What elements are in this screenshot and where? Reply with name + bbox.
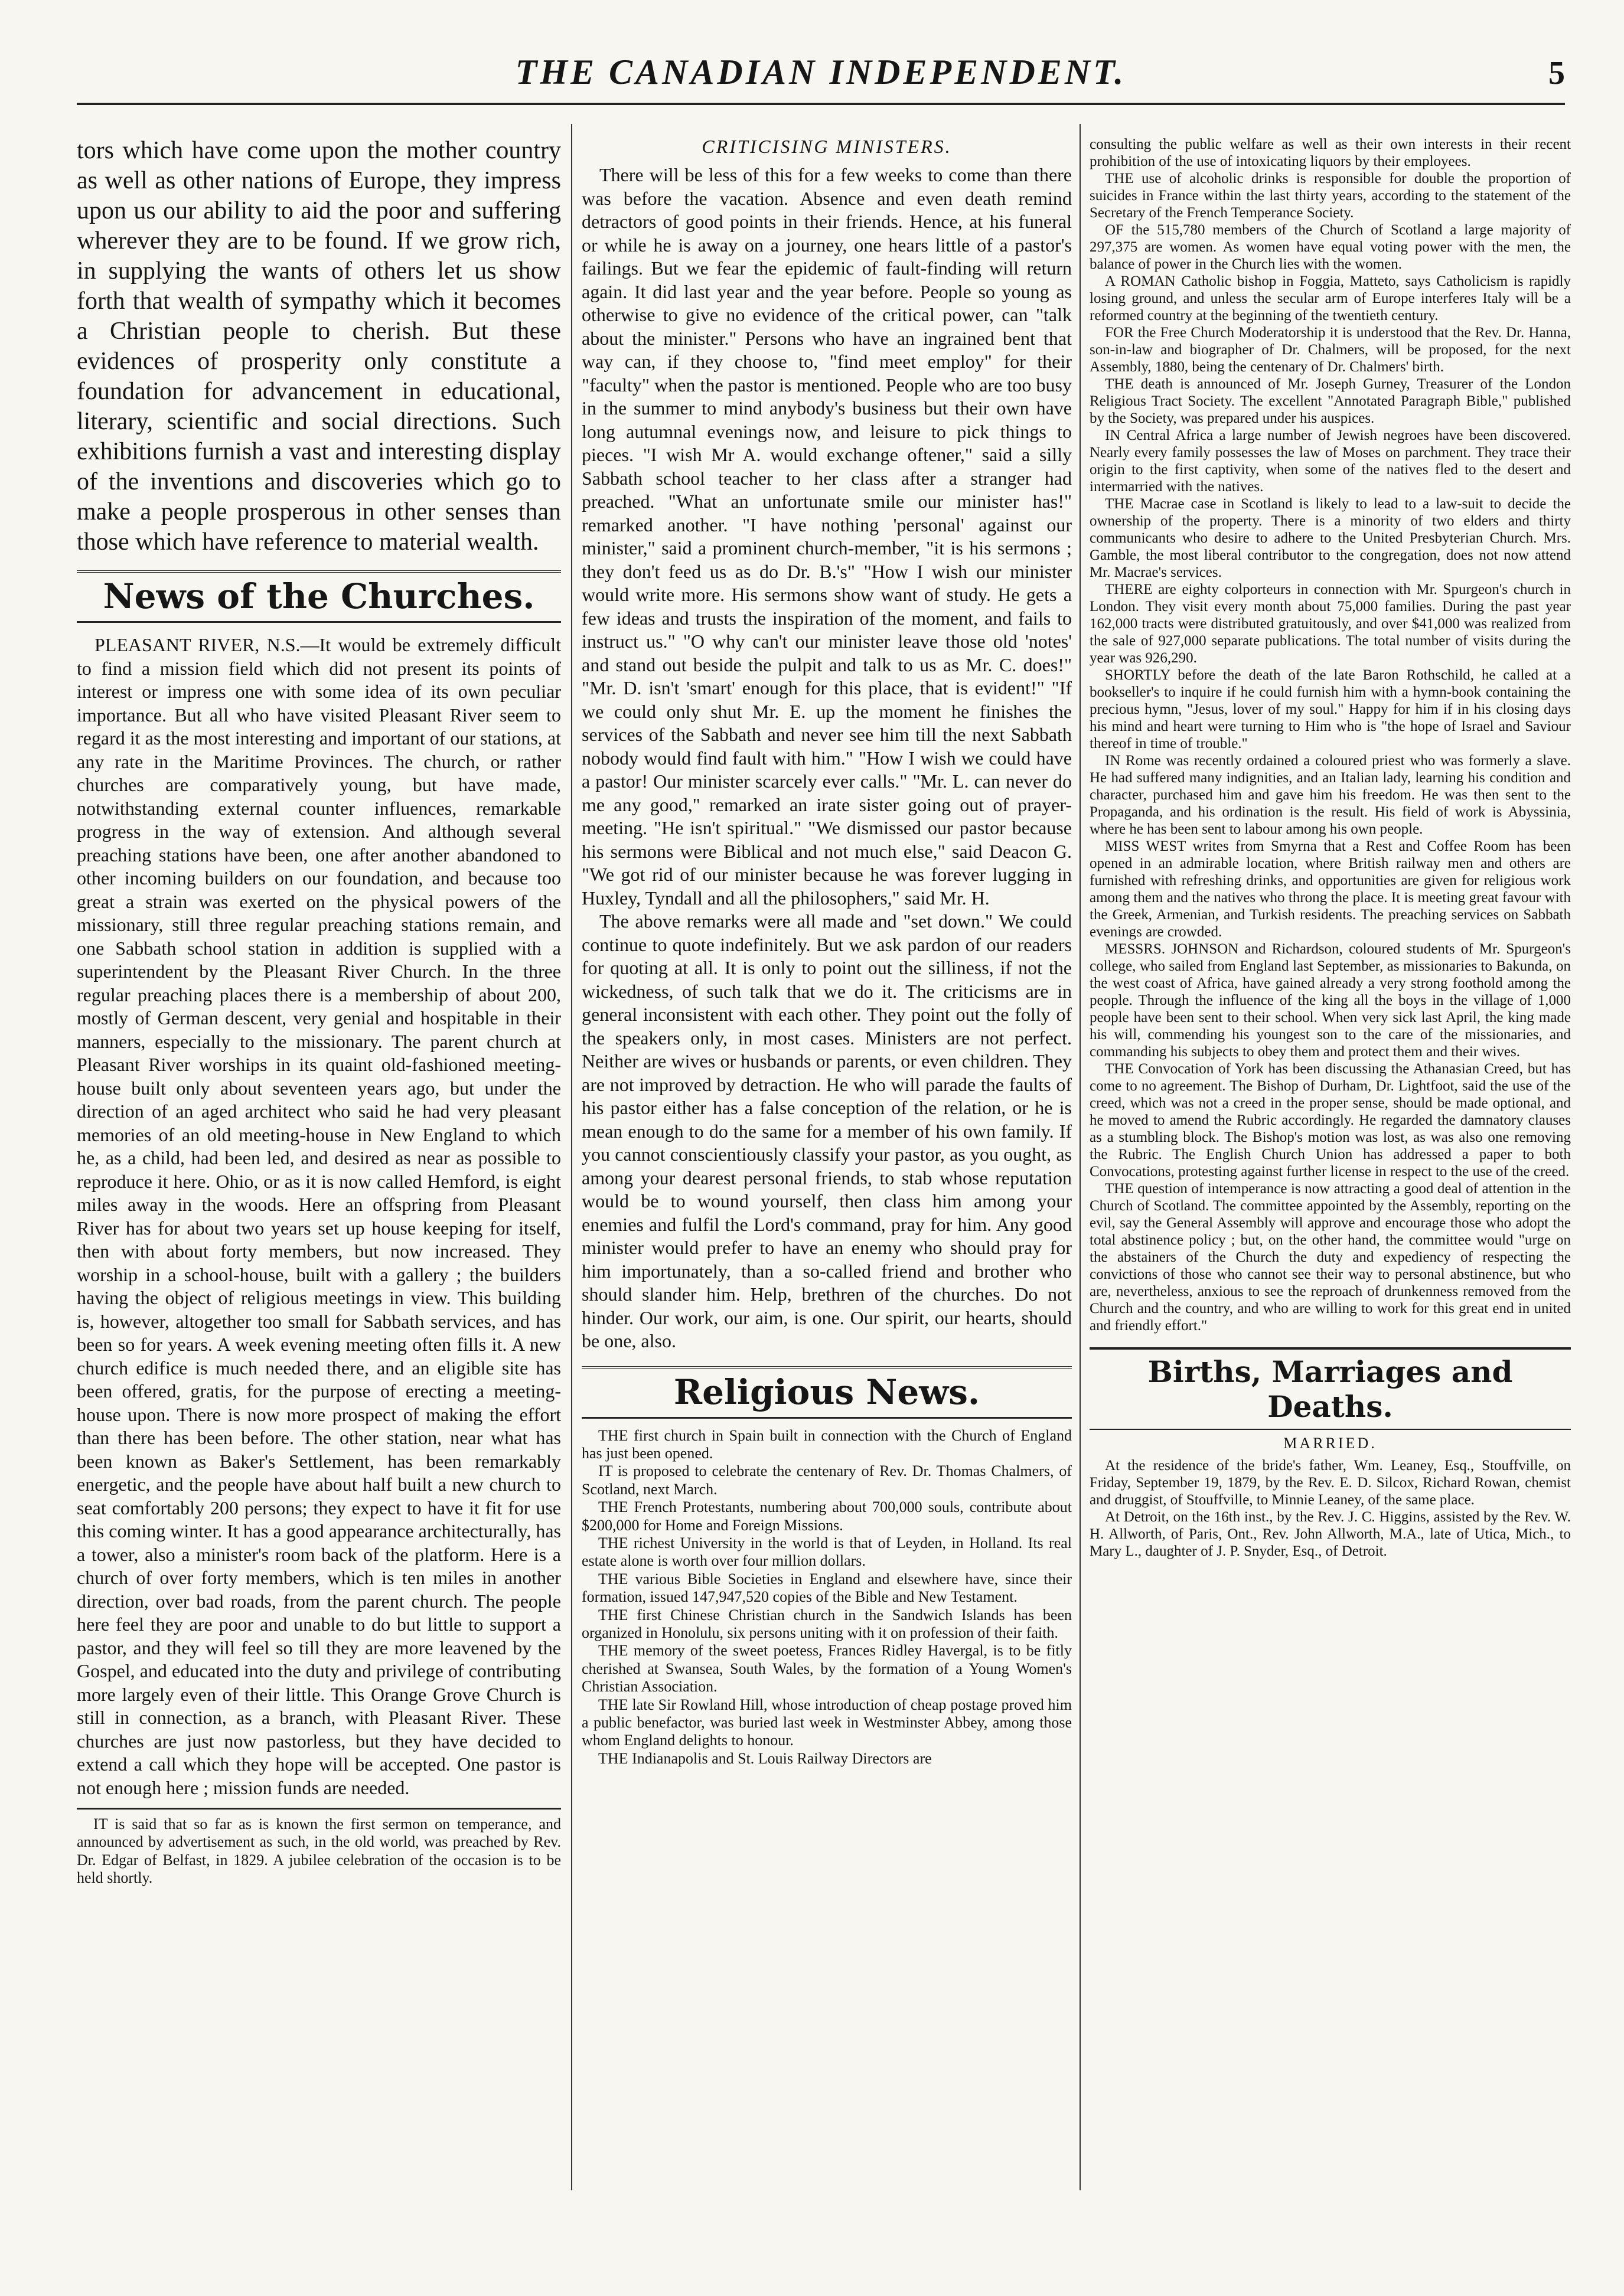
news-item: THERE are eighty colporteurs in connection with Mr. Spurgeon's church in London. They visit every month about 75,000 families. During the past year 162,000 tracts were distributed gratuitously, and over $41,000 was realized from the sale of 927,000 separate publications. The total number of visits during the year was 926,290. — [1090, 582, 1571, 666]
masthead — [77, 52, 1565, 105]
news-item: A ROMAN Catholic bishop in Foggia, Matteto, says Catholicism is rapidly losing ground, and unless the secular arm of Europe interferes Italy will be a reformed country at the beginning of the twentieth century. — [1090, 273, 1571, 324]
news-item: FOR the Free Church Moderatorship it is understood that the Rev. Dr. Hanna, son-in-law and biographer of Dr. Chalmers, will be proposed, for the next Assembly, 1880, being the centenary of Dr. Chalmers' birth. — [1090, 325, 1571, 375]
news-item: THE use of alcoholic drinks is responsible for double the proportion of suicides in France within the last thirty years, according to the statement of the Secretary of the French Temperance Society. — [1090, 171, 1571, 221]
religious-news-list — [582, 1427, 1072, 1768]
masthead-rule — [77, 103, 1565, 105]
page-number: 5 — [1548, 55, 1565, 92]
column-3 — [1090, 136, 1571, 2202]
news-item: SHORTLY before the death of the late Baron Rothschild, he called at a bookseller's to inquire if he could furnish him with a hymn-book containing the precious hymn, "Jesus, lover of my soul." Happy for him if in his closing days his mind and heart were turning to Him who is "the hope of Israel and Saviour thereof in time of trouble." — [1090, 667, 1571, 752]
news-item: THE Convocation of York has been discussing the Athanasian Creed, but has come to no agreement. The Bishop of Durham, Dr. Lightfoot, said the use of the creed, which was not a creed in the proper sense, should be made optional, and he moved to amend the Rubric accordingly. He regarded the damnatory clauses as a stumbling block. The Bishop's motion was lost, as was also one removing the Rubric. The English Church Union has addressed a paper to both Convocations, protesting against further license in respect to the use of the creed. — [1090, 1061, 1571, 1180]
married-list — [1090, 1457, 1571, 1560]
marriage-notice: At Detroit, on the 16th inst., by the Rev. J. C. Higgins, assisted by the Rev. W. H. Allworth, of Paris, Ont., Rev. John Allworth, M.A., late of Utica, Mich., to Mary L., daughter of J. P. Snyder, Esq., of Detroit. — [1090, 1509, 1571, 1559]
news-item: THE various Bible Societies in England and elsewhere have, since their formation, issued 147,947,520 copies of the Bible and New Testament. — [582, 1570, 1072, 1606]
marriage-notice: At the residence of the bride's father, Wm. Leaney, Esq., Stouffville, on Friday, September 19, 1879, by the Rev. E. D. Silcox, Richard Rowan, chemist and druggist, of Stouffville, to Minnie Leaney, of the same place. — [1090, 1458, 1571, 1508]
news-item: OF the 515,780 members of the Church of Scotland a large majority of 297,375 are women. As women have equal voting power with the men, the balance of power in the Church lies with the women. — [1090, 222, 1571, 272]
criticising-ministers-article — [582, 164, 1072, 1353]
news-of-the-churches-heading: News of the Churches. — [77, 570, 561, 623]
news-item: THE French Protestants, numbering about 700,000 souls, contribute about $200,000 for Home and Foreign Missions. — [582, 1498, 1072, 1534]
article-paragraph: The above remarks were all made and "set down." We could continue to quote indefinitely. But we ask pardon of our readers for quoting at all. It is only to point out the silliness, if not the wickedness, of such talk that we do it. The criticisms are in general inconsistent with each other. They point out the folly of the speakers only, in most cases. Ministers are not perfect. Neither are wives or husbands or parents, or even children. They are not improved by detraction. He who will parade the faults of his pastor either has a false conception of the relation, or he is mean enough to do the same for a member of his own family. If you cannot conscientiously classify your pastor, as you ought, as among your dearest personal friends, to stab whose reputation would be to wound yourself, then class him among your enemies and fulfil the Lord's command, pray for him. Any good minister would prefer to have an enemy who should pray for him importunately, than a so-called friend and brother who should slander him. Help, brethren of the churches. Do not hinder. Our work, our aim, is one. Our spirit, our hearts, should be one, also. — [582, 910, 1072, 1351]
births-marriages-deaths-heading: Births, Marriages and Deaths. — [1090, 1347, 1571, 1430]
news-item: THE Macrae case in Scotland is likely to lead to a law-suit to decide the ownership of the property. There is a minority of two elders and thirty communicants who desire to adhere to the United Presbyterian Church. Mrs. Gamble, the most liberal contributor to the congregation, does not now attend Mr. Macrae's services. — [1090, 496, 1571, 580]
news-item: IN Rome was recently ordained a coloured priest who was formerly a slave. He had suffered many indignities, and an Italian lady, learning his condition and character, purchased him and gave him his freedom. He was then sent to the Propaganda, and his ordination is the result. His field of work is Abyssinia, where he has been sent to labour among his own people. — [1090, 753, 1571, 837]
married-label: MARRIED. — [1283, 1435, 1377, 1452]
news-item: THE late Sir Rowland Hill, whose introduction of cheap postage proved him a public benefactor, was buried last week in Westminster Abbey, among those whom England delights to honour. — [582, 1696, 1072, 1749]
news-item: THE first church in Spain built in connection with the Church of England has just been opened. — [582, 1426, 1072, 1462]
news-item: IT is proposed to celebrate the centenary of Rev. Dr. Thomas Chalmers, of Scotland, next March. — [582, 1462, 1072, 1498]
article-paragraph: There will be less of this for a few weeks to come than there was before the vacation. Absence and even death remind detractors of good points in their friends. Hence, at his funeral or while he is away on a journey, one hears little of a pastor's failings. But we fear the epidemic of fault-finding will return again. It did last year and the year before. People so young as otherwise to give no evidence of the critical power, can "talk about the minister." Persons who have an ingrained bent that way can, if they choose to, "find meet employ" for their "faculty" when the pastor is mentioned. People who are too busy in the summer to mind anybody's business but their own have long autumnal evenings now, and leisure to pick things to pieces. "I wish Mr A. would exchange oftener," said a silly Sabbath school teacher to her class after a stranger had preached. "What an unfortunate smile our minister has!" remarked another. "I have nothing 'personal' against our minister," said a prominent church-member, "it is his sermons ; they don't feed us as do Dr. B.'s" "How I wish our minister would write more. His sermons show want of study. He gets a few ideas and trusts the inspiration of the moment, and fails to instruct us." "O why can't our minister leave those old 'notes' and stand out beside the pulpit and talk to us as Mr. C. does!" "Mr. D. isn't 'smart' enough for this place, that is evident!" "If we could only shut Mr. E. up the moment he finishes the services of the Sabbath and never see him till the next Sabbath nobody would find fault with him." "How I wish we could have a pastor! Our minister scarcely ever calls." "Mr. L. can never do me any good," remarked an irate sister going out of prayer-meeting. "He isn't spiritual." "We dismissed our pastor because his sermons were Biblical and not much else," said Deacon G. "We got rid of our minister because he was forever lugging in Huxley, Tyndall and all the philosophers," said Mr. H. — [582, 164, 1072, 909]
pleasant-river-article — [77, 633, 561, 1799]
news-item: THE question of intemperance is now attracting a good deal of attention in the Church of Scotland. The committee appointed by the Assembly, reporting on the evil, say the General Assembly will approve and encourage those who adopt the total abstinence policy ; but, on the other hand, the committee would "urge on the abstainers of the Church the duty and expediency of respecting the convictions of those who cannot see their way to personal abstinence, but who are, nevertheless, anxious to see the reproach of drunkenness removed from the Church and the country, and who are willing to work for this great end in united and friendly effort." — [1090, 1181, 1571, 1334]
news-item: MESSRS. JOHNSON and Richardson, coloured students of Mr. Spurgeon's college, who sailed from England last September, as missionaries to Bakunda, on the west coast of Africa, have gained already a very strong foothold among the people. Through the influence of the king all the boys in the village of 1,000 people have been sent to their school. When very sick last April, the king made his will, commending his youngest son to the care of the missionaries, and commanding his subjects to obey them and protect them and their wives. — [1090, 941, 1571, 1060]
column-2 — [582, 136, 1072, 2202]
news-item: THE first Chinese Christian church in the Sandwich Islands has been organized in Honolulu, six persons uniting with it on profession of their faith. — [582, 1606, 1072, 1641]
pleasant-river-paragraph: PLEASANT RIVER, N.S.—It would be extremely difficult to find a mission field which did not present its points of interest or impress one with some idea of its own peculiar importance. But all who have visited Pleasant River seem to regard it as the most interesting and important of our stations, at any rate in the Maritime Provinces. The church, or rather churches are comparatively young, but have made, notwithstanding external counter influences, remarkable progress in the way of extension. And although several preaching stations have been, one after another abandoned to other incoming builders on our foundation, and because too great a strain was exerted on the physical powers of the missionary, still three regular preaching stations remain, and one Sabbath school station in addition is supplied with a superintendent by the Pleasant River Church. In the three regular preaching places there is a membership of about 200, mostly of German descent, very genial and hospitable in their manners, especially to the missionary. The parent church at Pleasant River worships in its quaint old-fashioned meeting-house built only about seventeen years ago, but under the direction of an aged architect who said he had very pleasant memories of an old meeting-house in New England to which he, as a child, had been led, and desired as near as possible to reproduce it here. Ohio, or as it is now called Hemford, is eight miles away in the woods. Here an offspring from Pleasant River has for about two years set up house keeping for itself, then with about forty members, but now increased. They worship in a school-house, built with a gallery ; the builders having the object of religious meetings in view. This building is, however, altogether too small for Sabbath services, and has been so for years. A week evening meeting often fills it. A new church edifice is much needed there, and an eligible site has been offered, gratis, for the purpose of erecting a meeting-house upon. There is now more prospect of making the effort than there has been before. The other station, near what has been known as Baker's Settlement, has been remarkably energetic, and the people have about half built a new church to seat comfortably 200 persons; they expect to have it fit for use this coming winter. It has a good appearance architecturally, has a tower, also a minister's room back of the platform. Here is a church of over forty members, which is ten miles in another direction, over bad roads, from the parent church. The people here feel they are poor and unable to do but little to support a pastor, and they will feel so till they are more leavened by the Gospel, and educated into the duty and privilege of contributing more largely even of their little. This Orange Grove Church is still in connection, as a branch, with Pleasant River. These churches are just now pastorless, but they have decided to extend a call which they hope will be accepted. One pastor is not enough here ; mission funds are needed. — [77, 634, 561, 1798]
temperance-sermon-note — [77, 1808, 561, 1887]
news-item: MISS WEST writes from Smyrna that a Rest and Coffee Room has been opened in an admirable location, where British railway men and others are furnished with refreshing drinks, and opportunities are given for religious work among them and the natives who throng the place. It is meeting great favour with the Greek, Armenian, and Turkish residents. The preaching services on Sabbath evenings are crowded. — [1090, 838, 1571, 940]
news-item: THE richest University in the world is that of Leyden, in Holland. Its real estate alone is worth over four million dollars. — [582, 1534, 1072, 1570]
religious-news-continued — [1090, 136, 1571, 1334]
column-divider — [571, 124, 572, 2190]
intro-article — [77, 136, 561, 557]
note-paragraph: IT is said that so far as is known the first sermon on temperance, and announced by advertisement as such, in the old world, was preached by Rev. Dr. Edgar of Belfast, in 1829. A jubilee celebration of the occasion is to be held shortly. — [77, 1815, 561, 1887]
newspaper-title: THE CANADIAN INDEPENDENT. — [515, 53, 1127, 92]
news-item: IN Central Africa a large number of Jewish negroes have been discovered. Nearly every family possesses the law of Moses on parchment. They trace their origin to the first captivity, when some of the natives fled to the desert and intermarried with the natives. — [1090, 427, 1571, 495]
news-item: THE Indianapolis and St. Louis Railway Directors are — [598, 1749, 932, 1767]
news-item: THE death is announced of Mr. Joseph Gurney, Treasurer of the London Religious Tract Society. The excellent "Annotated Paragraph Bible," published by the Society, was prepared under his auspices. — [1090, 376, 1571, 426]
news-item: consulting the public welfare as well as their own interests in their recent prohibition of the use of intoxicating liquors by their employees. — [1090, 136, 1571, 169]
news-item: THE memory of the sweet poetess, Frances Ridley Havergal, is to be fitly cherished at Swansea, South Wales, by the formation of a Young Women's Christian Association. — [582, 1642, 1072, 1696]
column-1 — [77, 136, 561, 2202]
intro-paragraph: tors which have come upon the mother country as well as other nations of Europe, they impress upon us our ability to aid the poor and suffering wherever they are to be found. If we grow rich, in supplying the wants of others let us show forth that wealth of sympathy which it becomes a Christian people to cherish. But these evidences of prosperity only constitute a foundation for advancement in educational, literary, scientific and social directions. Such exhibitions furnish a vast and interesting display of the inventions and discoveries which go to make a people prosperous in other senses than those which have reference to material wealth. — [77, 137, 561, 556]
column-divider — [1080, 124, 1081, 2190]
criticising-ministers-heading: CRITICISING MINISTERS. — [702, 136, 952, 157]
religious-news-heading: Religious News. — [582, 1366, 1072, 1419]
